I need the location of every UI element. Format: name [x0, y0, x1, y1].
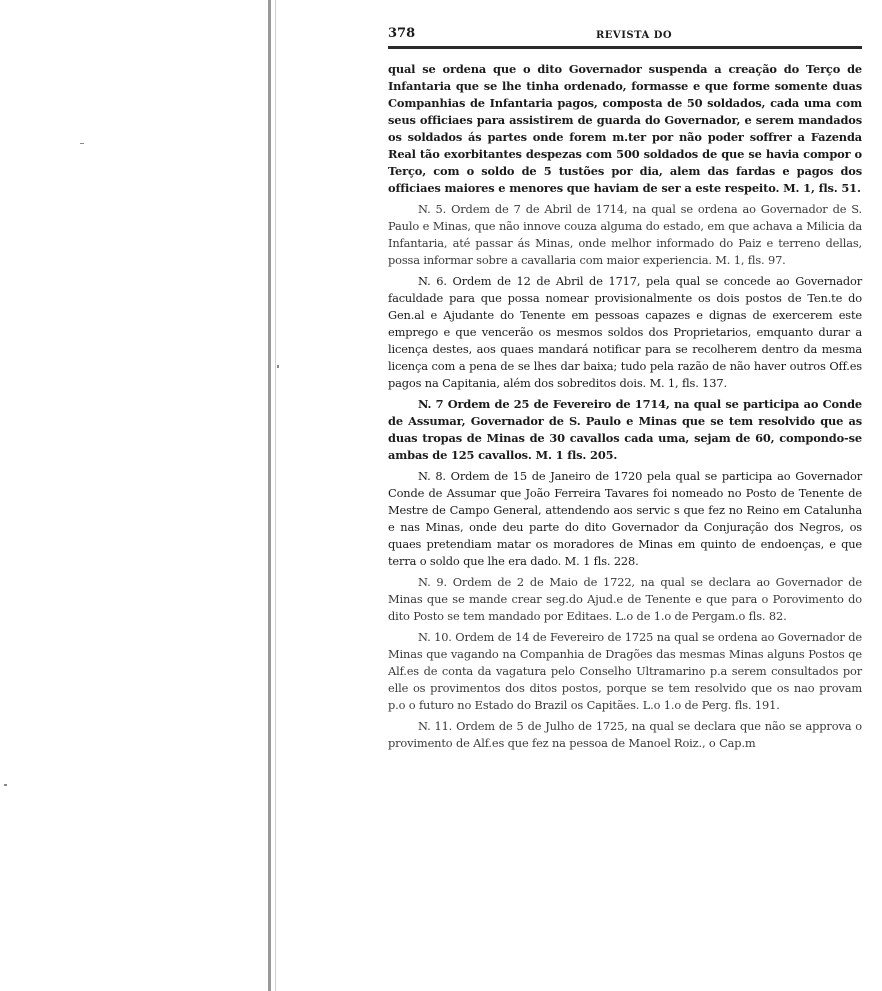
blank-facing-page — [0, 0, 282, 991]
paper-speck — [80, 143, 84, 144]
header-rule — [388, 46, 862, 49]
book-spine — [268, 0, 271, 991]
entry-n9: N. 9. Ordem de 2 de Maio de 1722, na qual se declara ao Governador de Minas que se mande crear seg.do Ajud.e de Tenente e que para o Porovimento do dito Posto se tem mandado por Editaes. L.o de 1.o de Pergam.o fls. 82. — [388, 575, 862, 623]
entry-n8: N. 8. Ordem de 15 de Janeiro de 1720 pela qual se participa ao Governador Conde de Assumar que João Ferreira Tavares foi nomeado no Posto de Tenente de Mestre de Campo General, attendendo aos servic s que fez no Reino em Catalunha e nas Minas, onde deu parte do dito Governador da Conjuração dos Negros, os quaes pretendiam matar os moradores de Minas em quinto de endoenças, e que terra o soldo que lhe era dado. M. 1 fls. 228. — [388, 469, 862, 568]
entry-n5: N. 5. Ordem de 7 de Abril de 1714, na qual se ordena ao Governador de S. Paulo e Minas, que não innove couza alguma do estado, em que achava a Milicia da Infantaria, até passar ás Minas, onde melhor informado do Paiz e terreno dellas, possa informar sobre a cavallaria com maior experiencia. M. 1, fls. 97. — [388, 202, 862, 267]
entry-n10: N. 10. Ordem de 14 de Fevereiro de 1725 na qual se ordena ao Governador de Minas que vagando na Companhia de Dragões das mesmas Minas alguns Postos qe Alf.es de conta da vagatura pelo Conselho Ultramarino p.a serem consultados por elle os provimentos dos ditos postos, porque se tem resolvido que os nao provam p.o o futuro no Estado do Brazil os Capitães. L.o 1.o de Perg. fls. 191. — [388, 630, 862, 712]
entry-n6: N. 6. Ordem de 12 de Abril de 1717, pela qual se concede ao Governador faculdade para que possa nomear provisionalmente os dois postos de Ten.te do Gen.al e Ajudante do Tenente em pessoas capazes e dignas de exercerem este emprego e que vencerão os mesmos soldos dos Proprietarios, emquanto durar a licença destes, aos quaes mandará notificar para se recolherem dentro da mesma licença com a pena de se lhes dar baixa; tudo pela razão de não haver outros Off.es pagos na Capitania, além dos sobreditos dois. M. 1, fls. 137. — [388, 274, 862, 390]
paper-speck — [277, 365, 279, 368]
book-spine-shadow — [275, 0, 276, 991]
running-head: REVISTA DO — [596, 30, 673, 41]
page-number: 378 — [388, 26, 416, 41]
entry-n7: N. 7 Ordem de 25 de Fevereiro de 1714, na qual se participa ao Conde de Assumar, Governador de S. Paulo e Minas que se tem resolvido que as duas tropas de Minas de 30 cavallos cada uma, sejam de 60, compondo-se ambas de 125 cavallos. M. 1 fls. 205. — [388, 397, 862, 462]
page-header — [388, 26, 862, 46]
paper-speck — [4, 784, 7, 786]
paragraph-continuation: qual se ordena que o dito Governador suspenda a creação do Terço de Infantaria que se lhe tinha ordenado, formasse e que forme somente duas Companhias de Infantaria pagos, composta de 50 soldados, cada uma com seus officiaes para assistirem de guarda do Governador, e serem mandados os soldados ás partes onde forem m.ter por não poder soffrer a Fazenda Real tão exorbitantes despezas com 500 soldados de que se havia compor o Terço, com o soldo de 5 tustões por dia, alem das fardas e pagos dos officiaes maiores e menores que haviam de ser a este respeito. M. 1, fls. 51. — [388, 62, 862, 195]
document-page — [388, 26, 862, 752]
body-text — [388, 61, 862, 752]
entry-n11: N. 11. Ordem de 5 de Julho de 1725, na qual se declara que não se approva o provimento de Alf.es que fez na pessoa de Manoel Roiz., o Cap.m — [388, 719, 862, 750]
